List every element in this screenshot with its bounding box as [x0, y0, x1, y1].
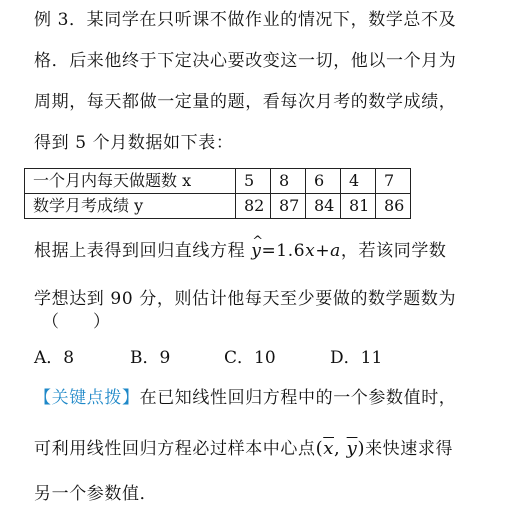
table-cell: 84 [306, 194, 341, 219]
equation-x: x [305, 241, 316, 261]
option-d[interactable]: D．11 [330, 348, 383, 368]
key-point-tag: 【关键点拨】 [34, 388, 140, 408]
y-hat-symbol: ^ y [251, 240, 261, 262]
row-label-y: 数学月考成绩 y [25, 194, 236, 219]
option-c[interactable]: C．10 [224, 348, 276, 368]
table-cell: 8 [271, 169, 306, 194]
question-line-2: 学想达到 90 分，则估计他每天至少要做的数学题数为 [34, 289, 457, 309]
hint-line-1 [34, 387, 456, 409]
option-b[interactable]: B．9 [130, 348, 171, 368]
y-bar-symbol: $\overline{y}$ [346, 438, 358, 459]
table-cell: 81 [341, 194, 376, 219]
hint-text: 来快速求得 [365, 439, 454, 459]
point-close-paren: ) [357, 438, 366, 459]
problem-line-2: 格．后来他终于下定决心要改变这一切，他以一个月为 [34, 51, 457, 71]
sample-center-point [316, 438, 365, 459]
answer-parentheses: （ ） [42, 312, 110, 332]
question-text: 根据上表得到回归直线方程 [34, 241, 252, 261]
data-table [24, 168, 411, 219]
table-cell: 82 [236, 194, 271, 219]
point-comma: , [334, 438, 347, 459]
hint-text: 可利用线性回归方程必过样本中心点 [34, 439, 316, 459]
question-line-1 [34, 240, 447, 262]
hint-line-2 [34, 438, 453, 460]
equation-a: a [330, 241, 341, 261]
table-row [25, 169, 411, 194]
equation-equals: =1.6 [261, 241, 306, 261]
question-text: ，若该同学数 [340, 241, 447, 261]
row-label-x: 一个月内每天做题数 x [25, 169, 236, 194]
table-cell: 7 [376, 169, 411, 194]
table-cell: 6 [306, 169, 341, 194]
table-cell: 86 [376, 194, 411, 219]
problem-line-4: 得到 5 个月数据如下表： [34, 133, 234, 153]
x-bar-symbol: $\overline{x}$ [323, 438, 334, 459]
table-row [25, 194, 411, 219]
equation-plus: + [315, 241, 331, 261]
table-cell: 87 [271, 194, 306, 219]
problem-line-3: 周期，每天都做一定量的题，看每次月考的数学成绩， [34, 92, 457, 112]
table-cell: 4 [341, 169, 376, 194]
point-open-paren: ( [315, 438, 324, 459]
problem-line-1: 例 3．某同学在只听课不做作业的情况下，数学总不及 [34, 10, 457, 30]
option-a[interactable]: A．8 [34, 348, 75, 368]
hint-text: 在已知线性回归方程中的一个参数值时， [139, 388, 457, 408]
hint-line-3: 另一个参数值． [34, 484, 158, 504]
table-cell: 5 [236, 169, 271, 194]
